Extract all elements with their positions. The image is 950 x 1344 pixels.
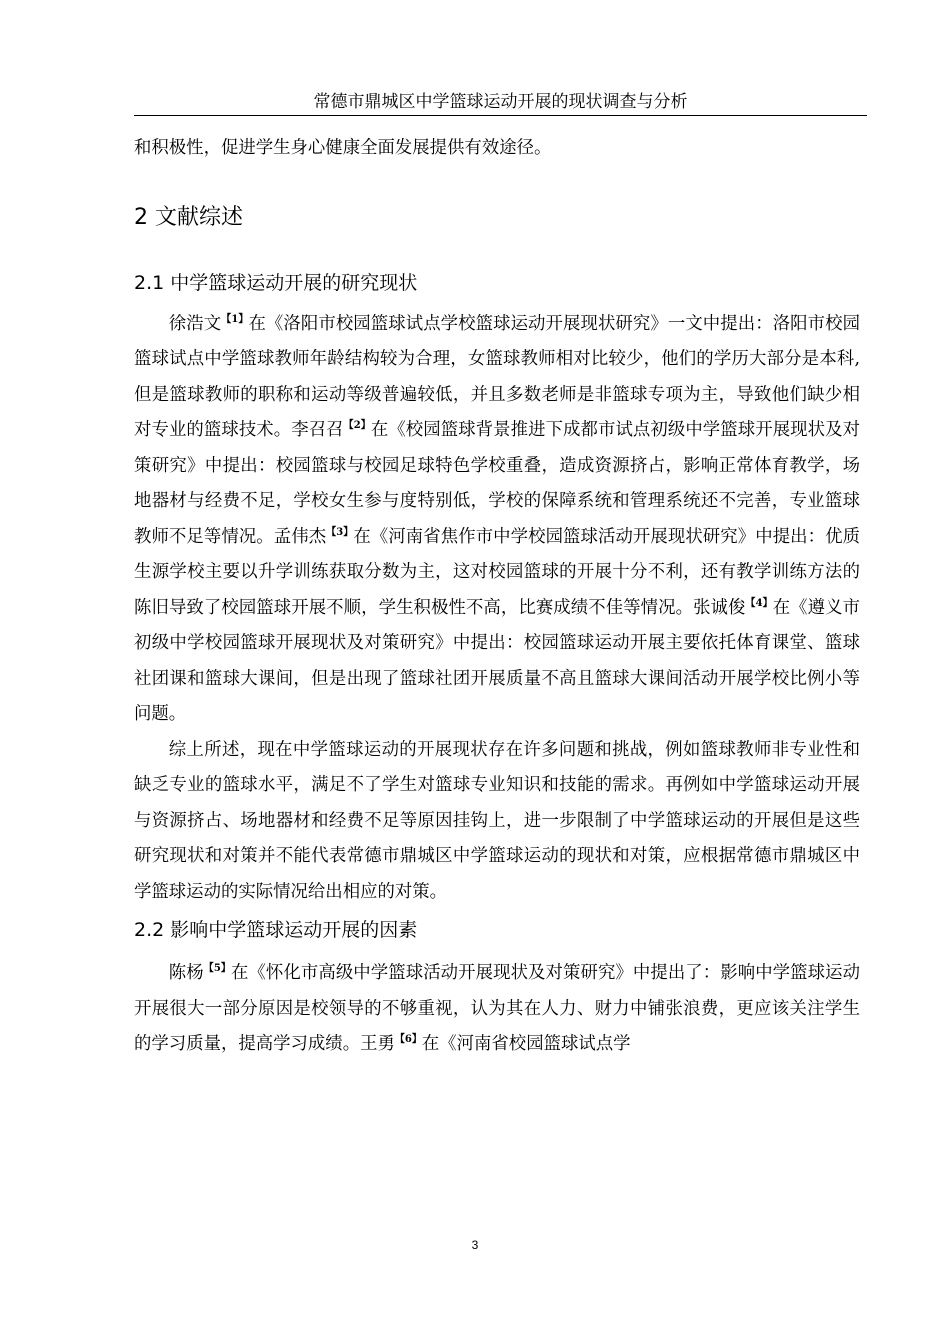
continuation-paragraph: 和积极性，促进学生身心健康全面发展提供有效途径。 <box>134 138 552 158</box>
text-segment: 在《校园篮球背景推进下成都市试点初级中学篮球开展现状及对策研究》中提出：校园篮球与校园足球特色学校重叠，造成资源挤占，影响正常体育教学，场地器材与经费不足，学校女生参与度特别低，学校的保障系统和管理系统还不完善，专业篮球教师不足等情况。孟伟杰 <box>134 420 860 547</box>
running-header: 常德市鼎城区中学篮球运动开展的现状调查与分析 <box>313 92 688 112</box>
section-2-2-heading: 2.2 影响中学篮球运动开展的因素 <box>134 919 418 941</box>
text-segment: 在《怀化市高级中学篮球活动开展现状及对策研究》中提出了：影响中学篮球运动开展很大一部分原因是校领导的不够重视，认为其在人力、财力中铺张浪费，更应该关注学生的学习质量，提高学习成绩。王勇 <box>134 963 860 1054</box>
page-body <box>134 131 860 1063</box>
literature-paragraph-1 <box>134 307 860 733</box>
citation-6: 【6】 <box>394 1034 422 1046</box>
page-number: 3 <box>471 1238 479 1252</box>
text-segment: 在《遵义市初级中学校园篮球开展现状及对策研究》中提出：校园篮球运动开展主要依托体育课堂、篮球社团课和篮球大课间，但是出现了篮球社团开展质量不高且篮球大课间活动开展学校比例小等问题。 <box>134 597 860 724</box>
citation-4: 【4】 <box>745 597 773 609</box>
citation-1: 【1】 <box>221 313 249 325</box>
citation-2: 【2】 <box>343 420 371 432</box>
citation-3: 【3】 <box>326 526 354 538</box>
text-segment: 在《河南省校园篮球试点学 <box>421 1034 631 1054</box>
author-xu: 徐浩文 <box>168 313 222 334</box>
text-segment: 在《洛阳市校园篮球试点学校篮球运动开展现状研究》一文中提出：洛阳市校园篮球试点中学篮球教师年龄结构较为合理，女篮球教师相对比较少，他们的学历大部分是本科,但是篮球教师的职称和运动等级普遍较低，并且多数老师是非篮球专项为主，导致他们缺少相对专业的篮球技术。李召召 <box>134 313 860 440</box>
literature-paragraph-2 <box>134 956 860 1063</box>
section-2-heading: 2 文献综述 <box>134 204 243 230</box>
section-2-1-heading: 2.1 中学篮球运动开展的研究现状 <box>134 271 418 294</box>
citation-5: 【5】 <box>203 963 231 975</box>
text-segment: 在《河南省焦作市中学校园篮球活动开展现状研究》中提出：优质生源学校主要以升学训练获取分数为主，这对校园篮球的开展十分不利，还有教学训练方法的陈旧导致了校园篮球开展不顺，学生积极性不高，比赛成绩不佳等情况。张诚俊 <box>134 526 860 618</box>
header-rule <box>134 115 867 116</box>
author-chen: 陈杨 <box>168 963 204 983</box>
summary-paragraph: 综上所述，现在中学篮球运动的开展现状存在许多问题和挑战，例如篮球教师非专业性和缺乏专业的篮球水平，满足不了学生对篮球专业知识和技能的需求。再例如中学篮球运动开展与资源挤占、场地器材和经费不足等原因挂钩上，进一步限制了中学篮球运动的开展但是这些研究现状和对策并不能代表常德市鼎城区中学篮球运动的现状和对策，应根据常德市鼎城区中学篮球运动的实际情况给出相应的对策。 <box>134 739 860 902</box>
